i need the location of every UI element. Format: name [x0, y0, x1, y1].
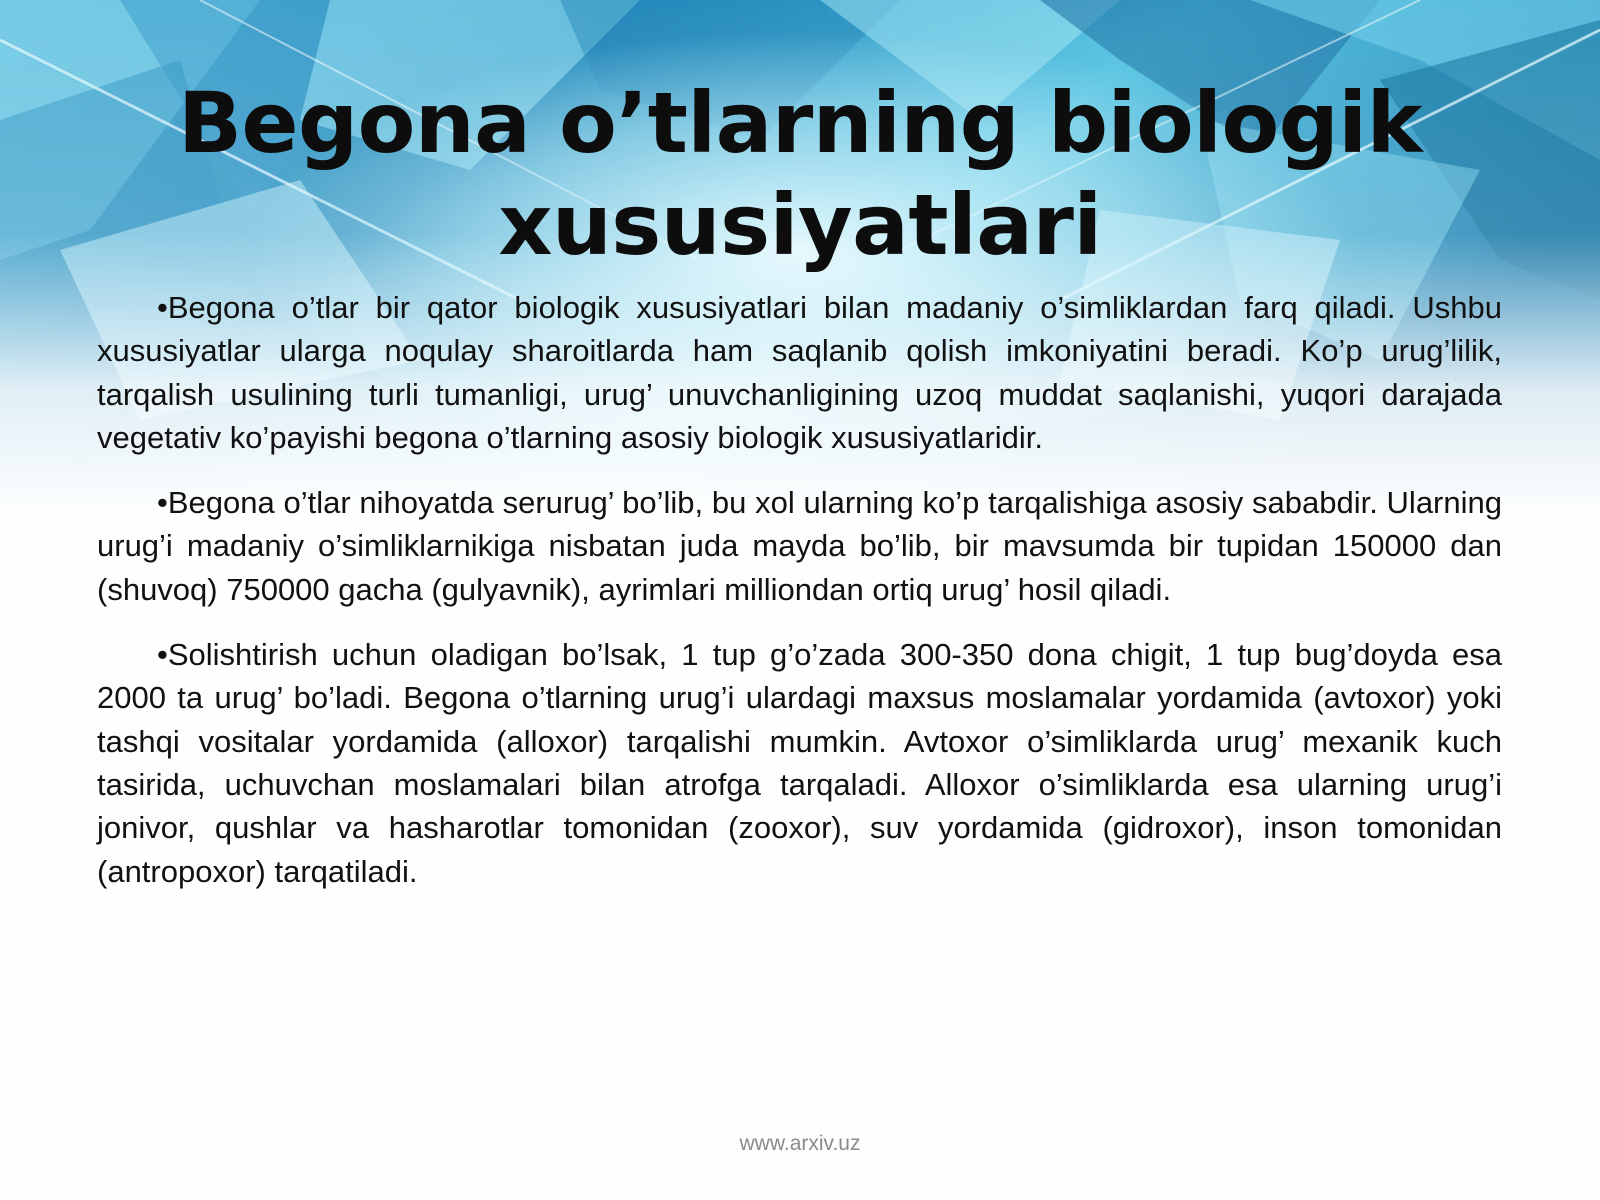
- paragraph-3: •Solishtirish uchun oladigan bo’lsak, 1 tup g’o’zada 300-350 dona chigit, 1 tup bug’doyda esa 2000 ta urug’ bo’ladi. Begona o’tlarning urug’i ulardagi maxsus moslamalar yordamida (avtoxor) yoki tashqi vositalar yordamida (alloxor) tarqalishi mumkin. Avtoxor o’simliklarda urug’ mexanik kuch tasirida, uchuvchan moslamalari bilan atrofga tarqaladi. Alloxor o’simliklarda esa ularning urug’i jonivor, qushlar va hasharotlar tomonidan (zooxor), suv yordamida (gidroxor), inson tomonidan (antropoxor) tarqatiladi.: [97, 637, 1502, 889]
- slide-title: Begona o’tlarning biologik xususiyatlari: [178, 74, 1422, 274]
- paragraph-1: •Begona o’tlar bir qator biologik xususiyatlari bilan madaniy o’simliklardan farq qiladi. Ushbu xususiyatlar ularga noqulay sharoitlarda ham saqlanib qolish imkoniyatini beradi. Ko’p urug’lilik, tarqalish usulining turli tumanligi, urug’ unuvchanligining uzoq muddat saqlanishi, yuqori darajada vegetativ ko’payishi begona o’tlarning asosiy biologik xususiyatlaridir.: [97, 290, 1502, 455]
- footer-url: www.arxiv.uz: [739, 1132, 861, 1155]
- paragraph-2: •Begona o’tlar nihoyatda serurug’ bo’lib, bu xol ularning ko’p tarqalishiga asosiy sababdir. Ularning urug’i madaniy o’simliklarnikiga nisbatan juda mayda bo’lib, bir mavsumda bir tupidan 150000 dan (shuvoq) 750000 gacha (gulyavnik), ayrimlari milliondan ortiq urug’ hosil qiladi.: [97, 485, 1502, 607]
- slide-body: [97, 286, 1502, 915]
